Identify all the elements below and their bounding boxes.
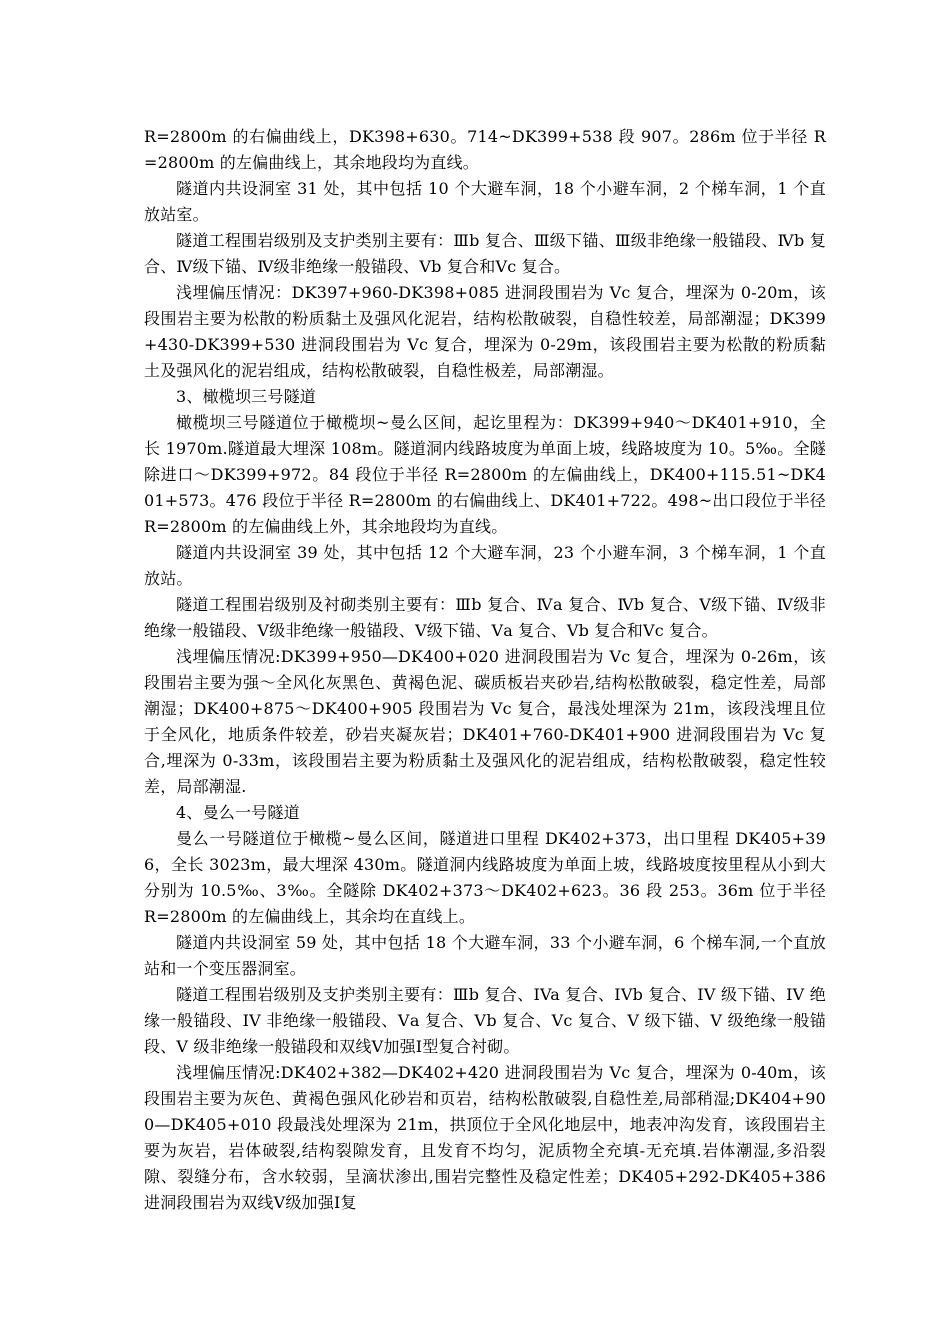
- paragraph-shallow-burial-tunnel-2: 浅埋偏压情况：DK397+960-DK398+085 进洞段围岩为 Vc 复合，埋深为 0-20m，该段围岩主要为松散的粉质黏土及强风化泥岩，结构松散破裂，自稳性较差，局部潮湿；DK399+430-DK399+530 进洞段围岩为 Vc 复合，埋深为 0-29m，该段围岩主要为松散的粉质黏土及强风化的泥岩组成，结构松散破裂，自稳性极差，局部潮湿。: [144, 283, 826, 380]
- section-heading-3: 3、橄榄坝三号隧道: [176, 387, 316, 406]
- paragraph-chambers-tunnel-4: 隧道内共设洞室 59 处，其中包括 18 个大避车洞，33 个小避车洞，6 个梯车洞,一个直放站和一个变压器洞室。: [144, 933, 826, 978]
- paragraph-shallow-burial-tunnel-3: 浅埋偏压情况:DK399+950—DK400+020 进洞段围岩为 Vc 复合，埋深为 0-26m，该段围岩主要为强～全风化灰黑色、黄褐色泥、碳质板岩夹砂岩,结构松散破裂，稳定性差，局部潮湿；DK400+875～DK400+905 段围岩为 Vc 复合，最浅处埋深为 21m，该段浅埋且位于全风化，地质条件较差，砂岩夹凝灰岩；DK401+760-DK401+900 进洞段围岩为 Vc 复合,埋深为 0-33m，该段围岩主要为粉质黏土及强风化的泥岩组成，结构松散破裂，稳定性较差，局部潮湿.: [144, 647, 826, 796]
- document-body: [144, 124, 826, 1216]
- paragraph-curve-continuation: R=2800m 的右偏曲线上，DK398+630。714~DK399+538 段 907。286m 位于半径 R=2800m 的左偏曲线上，其余地段均为直线。: [144, 127, 826, 172]
- section-heading-4: 4、曼么一号隧道: [176, 803, 300, 822]
- paragraph-overview-tunnel-4: 曼么一号隧道位于橄榄~曼么区间，隧道进口里程 DK402+373，出口里程 DK405+396，全长 3023m，最大埋深 430m。隧道洞内线路坡度为单面上坡，线路坡度按里程从小到大分别为 10.5‰、3‰。全隧除 DK402+373～DK402+623。36 段 253。36m 位于半径 R=2800m 的左偏曲线上，其余均在直线上。: [144, 829, 826, 926]
- paragraph-rock-grades-tunnel-2: 隧道工程围岩级别及支护类别主要有：Ⅲb 复合、Ⅲ级下锚、Ⅲ级非绝缘一般锚段、Ⅳb 复合、Ⅳ级下锚、Ⅳ级非绝缘一般锚段、Ⅴb 复合和Ⅴc 复合。: [144, 231, 826, 276]
- paragraph-shallow-burial-tunnel-4: 浅埋偏压情况:DK402+382—DK402+420 进洞段围岩为 Vc 复合，埋深为 0-40m，该段围岩主要为灰色、黄褐色强风化砂岩和页岩，结构松散破裂,自稳性差,局部稍湿;DK404+900—DK405+010 段最浅处埋深为 21m，拱顶位于全风化地层中，地表冲沟发育，该段围岩主要为灰岩，岩体破裂,结构裂隙发育，且发育不均匀，泥质物全充填-无充填.岩体潮湿,多沿裂隙、裂缝分布，含水较弱，呈滴状渗出,围岩完整性及稳定性差；DK405+292-DK405+386 进洞段围岩为双线Ⅴ级加强Ⅰ复: [144, 1063, 826, 1212]
- paragraph-chambers-tunnel-3: 隧道内共设洞室 39 处，其中包括 12 个大避车洞，23 个小避车洞，3 个梯车洞，1 个直放站。: [144, 543, 826, 588]
- paragraph-rock-grades-tunnel-4: 隧道工程围岩级别及支护类别主要有：Ⅲb 复合、IVa 复合、IVb 复合、IV 级下锚、IV 绝缘一般锚段、IV 非绝缘一般锚段、Ⅴa 复合、Ⅴb 复合、Vc 复合、V 级下锚、V 级绝缘一般锚段、V 级非绝缘一般锚段和双线Ⅴ加强Ⅰ型复合衬砌。: [144, 985, 826, 1056]
- paragraph-chambers-tunnel-2: 隧道内共设洞室 31 处，其中包括 10 个大避车洞，18 个小避车洞，2 个梯车洞，1 个直放站室。: [144, 179, 826, 224]
- paragraph-rock-grades-tunnel-3: 隧道工程围岩级别及衬砌类别主要有：Ⅲb 复合、Ⅳa 复合、Ⅳb 复合、Ⅴ级下锚、Ⅳ级非绝缘一般锚段、Ⅴ级非绝缘一般锚段、Ⅴ级下锚、Ⅴa 复合、Ⅴb 复合和Ⅴc 复合。: [144, 595, 826, 640]
- paragraph-overview-tunnel-3: 橄榄坝三号隧道位于橄榄坝~曼么区间，起讫里程为：DK399+940～DK401+910，全长 1970m.隧道最大埋深 108m。隧道洞内线路坡度为单面上坡，线路坡度为 10。5‰。全隧除进口～DK399+972。84 段位于半径 R=2800m 的左偏曲线上，DK400+115.51~DK401+573。476 段位于半径 R=2800m 的右偏曲线上、DK401+722。498~出口段位于半径 R=2800m 的左偏曲线上外，其余地段均为直线。: [144, 413, 826, 536]
